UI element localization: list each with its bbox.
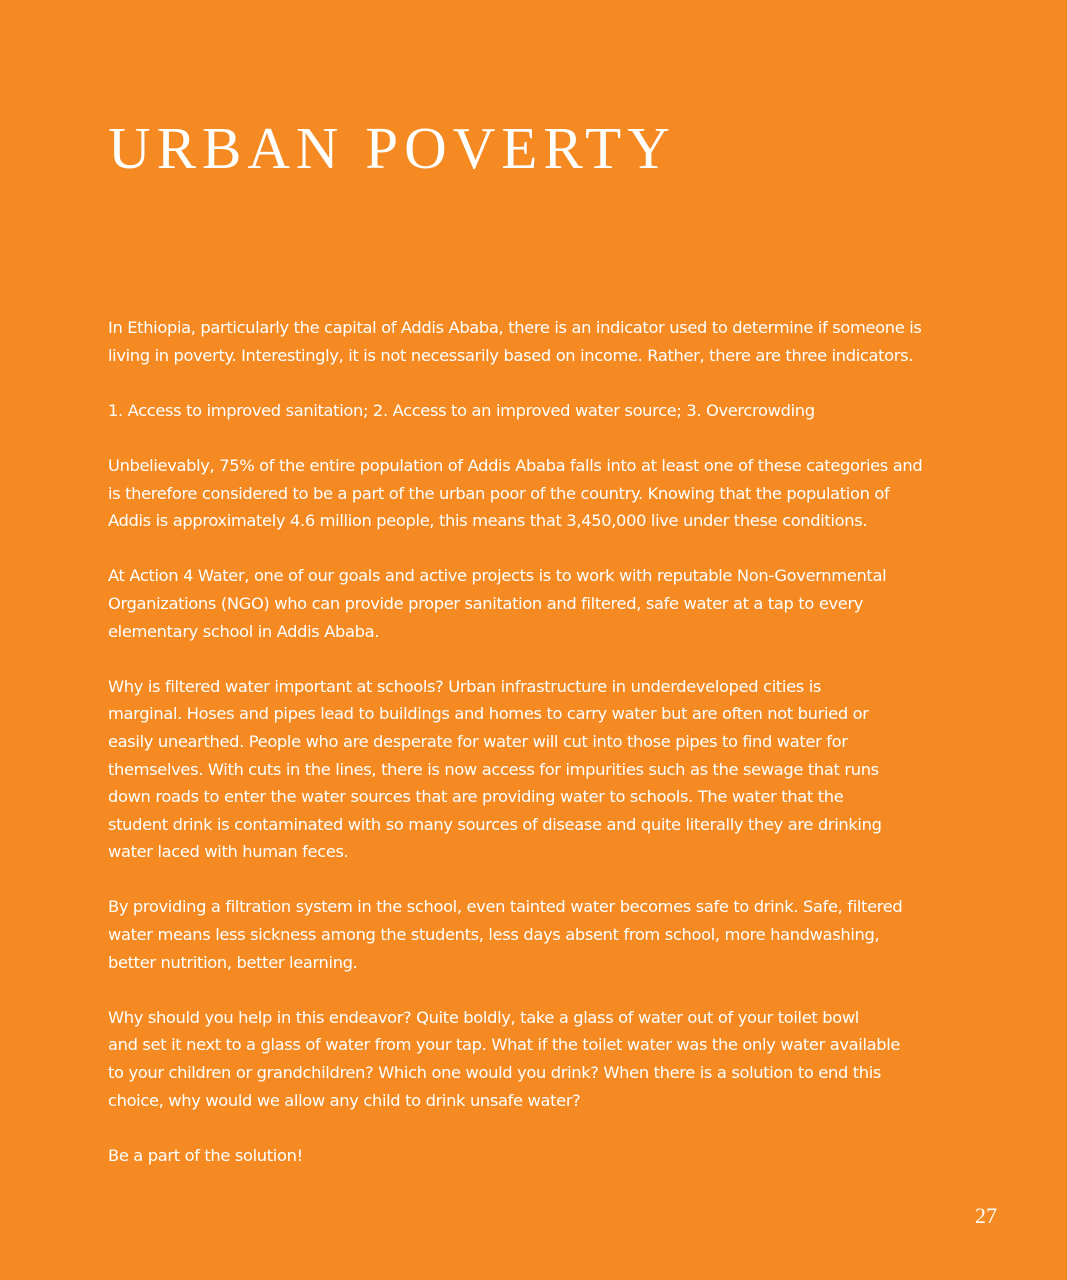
text-line: to your children or grandchildren? Which one would you drink? When there is a solution to end this	[108, 1063, 882, 1083]
text-line: Unbelievably, 75% of the entire population of Addis Ababa falls into at least one of these categories and	[108, 455, 923, 475]
text-line: water means less sickness among the students, less days absent from school, more handwashing,	[108, 925, 880, 945]
text-line: By providing a filtration system in the school, even tainted water becomes safe to drink. Safe, filtered	[108, 897, 903, 917]
text-line: living in poverty. Interestingly, it is not necessarily based on income. Rather, there are three indicators.	[108, 345, 914, 365]
text-line: better nutrition, better learning.	[108, 952, 358, 972]
text-line: down roads to enter the water sources that are providing water to schools. The water that the	[108, 787, 844, 807]
text-line: Addis is approximately 4.6 million people, this means that 3,450,000 live under these conditions.	[108, 511, 868, 531]
paragraph-why-help	[108, 1004, 978, 1114]
paragraph-filtration-benefits	[108, 893, 978, 976]
paragraph-why-filtered-water	[108, 673, 978, 866]
paragraph-action-4-water-goals	[108, 562, 978, 645]
text-line: elementary school in Addis Ababa.	[108, 621, 380, 641]
paragraph-indicators-list	[108, 397, 978, 425]
text-line: choice, why would we allow any child to drink unsafe water?	[108, 1090, 581, 1110]
page-title: URBAN POVERTY	[108, 115, 676, 181]
text-line: easily unearthed. People who are desperate for water will cut into those pipes to find water for	[108, 731, 848, 751]
article-body	[108, 314, 978, 1197]
text-line: water laced with human feces.	[108, 842, 349, 862]
text-line: In Ethiopia, particularly the capital of Addis Ababa, there is an indicator used to determine if someone is	[108, 318, 922, 337]
text-line: Why should you help in this endeavor? Quite boldly, take a glass of water out of your toilet bowl	[108, 1007, 859, 1027]
text-line: and set it next to a glass of water from your tap. What if the toilet water was the only water available	[108, 1035, 901, 1055]
text-line: is therefore considered to be a part of the urban poor of the country. Knowing that the population of	[108, 483, 890, 503]
text-line: Organizations (NGO) who can provide proper sanitation and filtered, safe water at a tap to every	[108, 593, 864, 613]
text-line: At Action 4 Water, one of our goals and active projects is to work with reputable Non-Governmental	[108, 566, 887, 586]
text-line: student drink is contaminated with so many sources of disease and quite literally they are drinking	[108, 814, 882, 834]
text-line: marginal. Hoses and pipes lead to buildings and homes to carry water but are often not buried or	[108, 704, 869, 724]
text-line: Why is filtered water important at schools? Urban infrastructure in underdeveloped cities is	[108, 676, 822, 696]
paragraph-population-statistics	[108, 452, 978, 535]
text-line: themselves. With cuts in the lines, there is now access for impurities such as the sewage that runs	[108, 759, 879, 779]
paragraph-call-to-action	[108, 1142, 978, 1170]
text-line: Be a part of the solution!	[108, 1145, 303, 1165]
paragraph-intro	[108, 314, 978, 369]
page-number: 27	[975, 1203, 997, 1228]
text-line: 1. Access to improved sanitation; 2. Access to an improved water source; 3. Overcrowding	[108, 400, 815, 420]
